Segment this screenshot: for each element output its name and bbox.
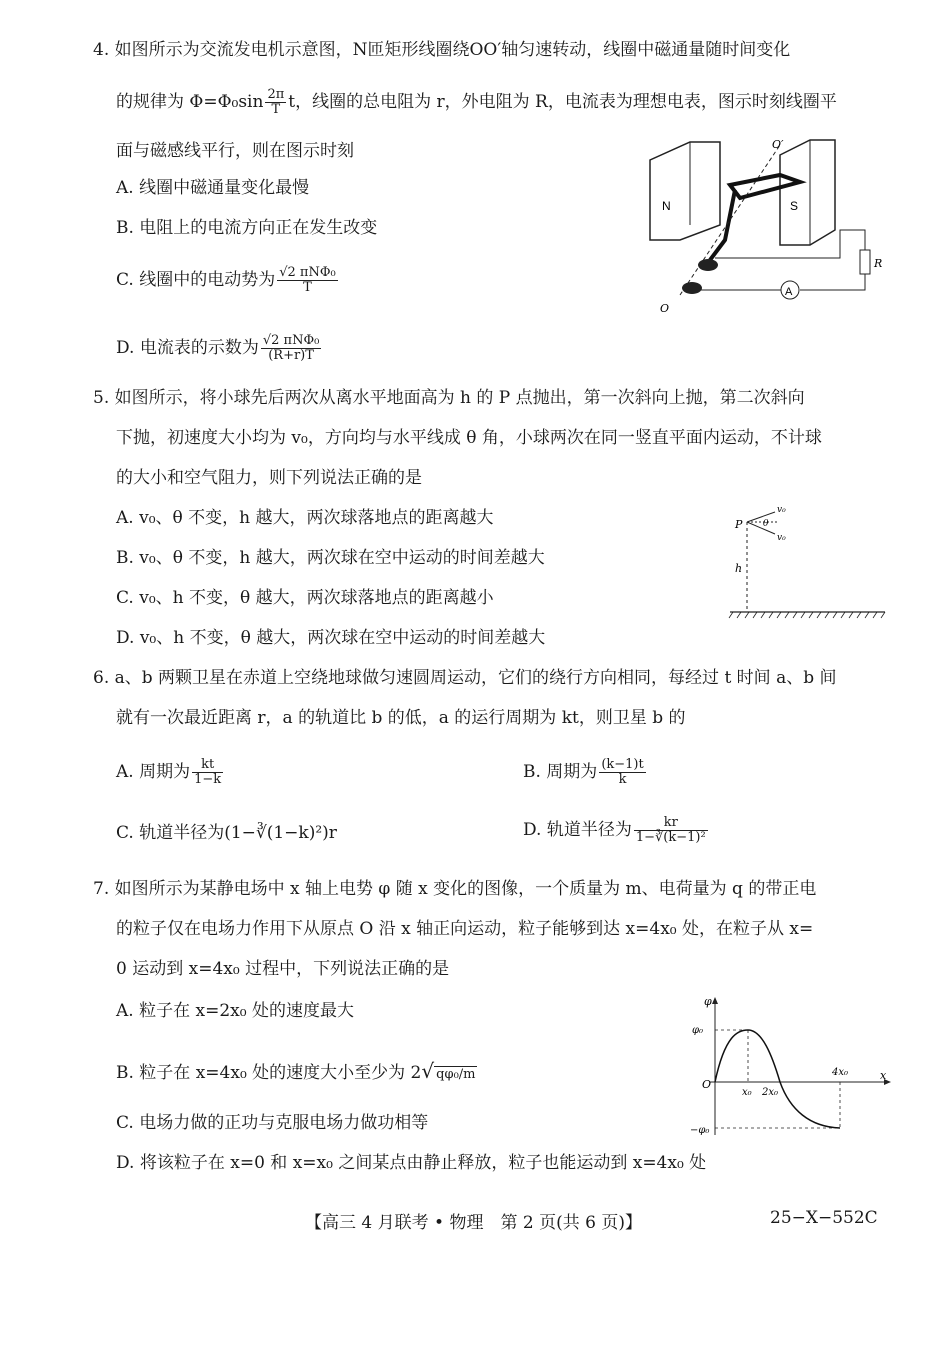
q5-line1: 5. 如图所示，将小球先后两次从离水平地面高为 h 的 P 点抛出，第一次斜向上抛，第二次斜向 — [93, 388, 805, 408]
q6-option-b-frac — [599, 758, 645, 787]
q7-option-b-text: B. 粒子在 x=4x₀ 处的速度大小至少为 2 — [116, 1063, 422, 1083]
q6-line2: 就有一次最近距离 r，a 的轨道比 b 的低，a 的运行周期为 kt，则卫星 b 的 — [116, 708, 686, 728]
q4-line2-a: 的规律为 Φ=Φ₀sin — [116, 92, 264, 112]
label-p: P — [735, 518, 743, 531]
label-v0-up: v₀ — [777, 505, 786, 515]
q6-d-den: 1−∛(k−1)² — [635, 830, 706, 845]
q4-frac-num: 2π — [267, 87, 285, 102]
q4-d-num: √2 πNΦ₀ — [262, 333, 320, 348]
paper-code: 25−X−552C — [770, 1208, 878, 1228]
q4-option-d-text: D. 电流表的示数为 — [116, 338, 259, 358]
q6-option-a — [116, 758, 225, 787]
q4-option-c-frac — [277, 266, 337, 295]
q6-option-d-frac — [634, 816, 708, 845]
q5-option-c: C. v₀、h 不变，θ 越大，两次球落地点的距离越小 — [116, 588, 494, 608]
potential-graph — [690, 995, 895, 1145]
q4-option-c-text: C. 线圈中的电动势为 — [116, 270, 276, 290]
q4-line1: 4. 如图所示为交流发电机示意图，N匝矩形线圈绕OO′轴匀速转动，线圈中磁通量随时间变化 — [93, 40, 791, 60]
magnet-s — [780, 140, 835, 245]
label-theta: θ — [763, 519, 769, 529]
q7-option-a: A. 粒子在 x=2x₀ 处的速度最大 — [116, 1001, 354, 1021]
label-o: O — [660, 302, 670, 315]
q6-option-b — [523, 758, 648, 787]
label-s: S — [790, 199, 799, 213]
label-phi-axis: φ — [704, 995, 712, 1008]
label-origin: O — [702, 1078, 712, 1091]
sqrt-symbol: √ — [421, 1059, 435, 1083]
label-phi0: φ₀ — [692, 1025, 704, 1036]
label-2x0: 2x₀ — [762, 1087, 779, 1098]
q6-d-num: kr — [634, 816, 708, 831]
q4-option-c — [116, 266, 340, 295]
q4-option-d-frac — [261, 334, 321, 363]
label-n: N — [662, 199, 671, 213]
q6-b-num: (k−1)t — [601, 757, 644, 772]
label-x0: x₀ — [742, 1087, 752, 1098]
q7-line3: 0 运动到 x=4x₀ 过程中，下列说法正确的是 — [116, 959, 450, 979]
q7-line1: 7. 如图所示为某静电场中 x 轴上电势 φ 随 x 变化的图像，一个质量为 m、电荷量为 q 的带正电 — [93, 879, 817, 899]
resistor-r — [860, 250, 870, 274]
q4-option-d — [116, 334, 323, 363]
page-footer: 【高三 4 月联考 • 物理 第 2 页(共 6 页)】 — [305, 1213, 642, 1233]
q4-c-num: √2 πNΦ₀ — [279, 265, 336, 280]
q4-frac-den: T — [271, 102, 281, 117]
q6-option-d-text: D. 轨道半径为 — [523, 820, 632, 840]
q4-d-den: (R+r)T — [268, 348, 314, 363]
q4-line2 — [116, 88, 837, 117]
q4-line2-b: t，线圈的总电阻为 r，外电阻为 R，电流表为理想电表，图示时刻线圈平 — [288, 92, 837, 112]
q4-line2-frac — [265, 88, 286, 117]
label-4x0: 4x₀ — [832, 1067, 849, 1078]
label-x-axis: x — [880, 1069, 887, 1082]
label-oprime: O′ — [772, 138, 784, 151]
label-v0-down: v₀ — [777, 533, 786, 543]
q6-line1: 6. a、b 两颗卫星在赤道上空绕地球做匀速圆周运动，它们的绕行方向相同，每经过 t 时间 a、b 间 — [93, 668, 837, 688]
magnet-n — [650, 142, 720, 240]
q4-option-a: A. 线圈中磁通量变化最慢 — [116, 178, 310, 198]
q7-option-d: D. 将该粒子在 x=0 和 x=x₀ 之间某点由静止释放，粒子也能运动到 x=4x₀ 处 — [116, 1153, 707, 1173]
q5-line2: 下抛，初速度大小均为 v₀，方向均与水平线成 θ 角，小球两次在同一竖直平面内运动，不计球 — [116, 428, 822, 448]
q6-option-a-text: A. 周期为 — [116, 762, 191, 782]
q4-line3: 面与磁感线平行，则在图示时刻 — [116, 141, 354, 161]
q6-option-a-frac — [192, 758, 223, 787]
q7-option-b — [116, 1060, 477, 1086]
q5-line3: 的大小和空气阻力，则下列说法正确的是 — [116, 468, 422, 488]
label-r: R — [874, 257, 883, 270]
q6-option-d — [523, 816, 710, 845]
q5-option-b: B. v₀、θ 不变，h 越大，两次球在空中运动的时间差越大 — [116, 548, 545, 568]
q7-b-radicand: qφ₀/m — [436, 1067, 476, 1082]
q4-option-b: B. 电阻上的电流方向正在发生改变 — [116, 218, 378, 238]
q7-line2: 的粒子仅在电场力作用下从原点 O 沿 x 轴正向运动，粒子能够到达 x=4x₀ 处，在粒子从 x= — [116, 919, 814, 939]
q5-option-a: A. v₀、θ 不变，h 越大，两次球落地点的距离越大 — [116, 508, 494, 528]
label-a: A — [785, 286, 793, 298]
q6-option-b-text: B. 周期为 — [523, 762, 598, 782]
potential-curve — [715, 1030, 840, 1128]
q6-b-den: k — [618, 772, 627, 787]
label-neg-phi0: −φ₀ — [690, 1125, 710, 1136]
generator-diagram — [640, 130, 900, 320]
label-h: h — [735, 562, 743, 575]
q6-option-c: C. 轨道半径为(1−∛(1−k)²)r — [116, 823, 337, 843]
q6-a-num: kt — [192, 758, 223, 773]
q4-c-den: T — [303, 280, 312, 295]
q5-option-d: D. v₀、h 不变，θ 越大，两次球在空中运动的时间差越大 — [116, 628, 546, 648]
projectile-diagram — [725, 500, 890, 625]
q6-a-den: 1−k — [194, 772, 222, 787]
q7-option-c: C. 电场力做的正功与克服电场力做功相等 — [116, 1113, 429, 1133]
